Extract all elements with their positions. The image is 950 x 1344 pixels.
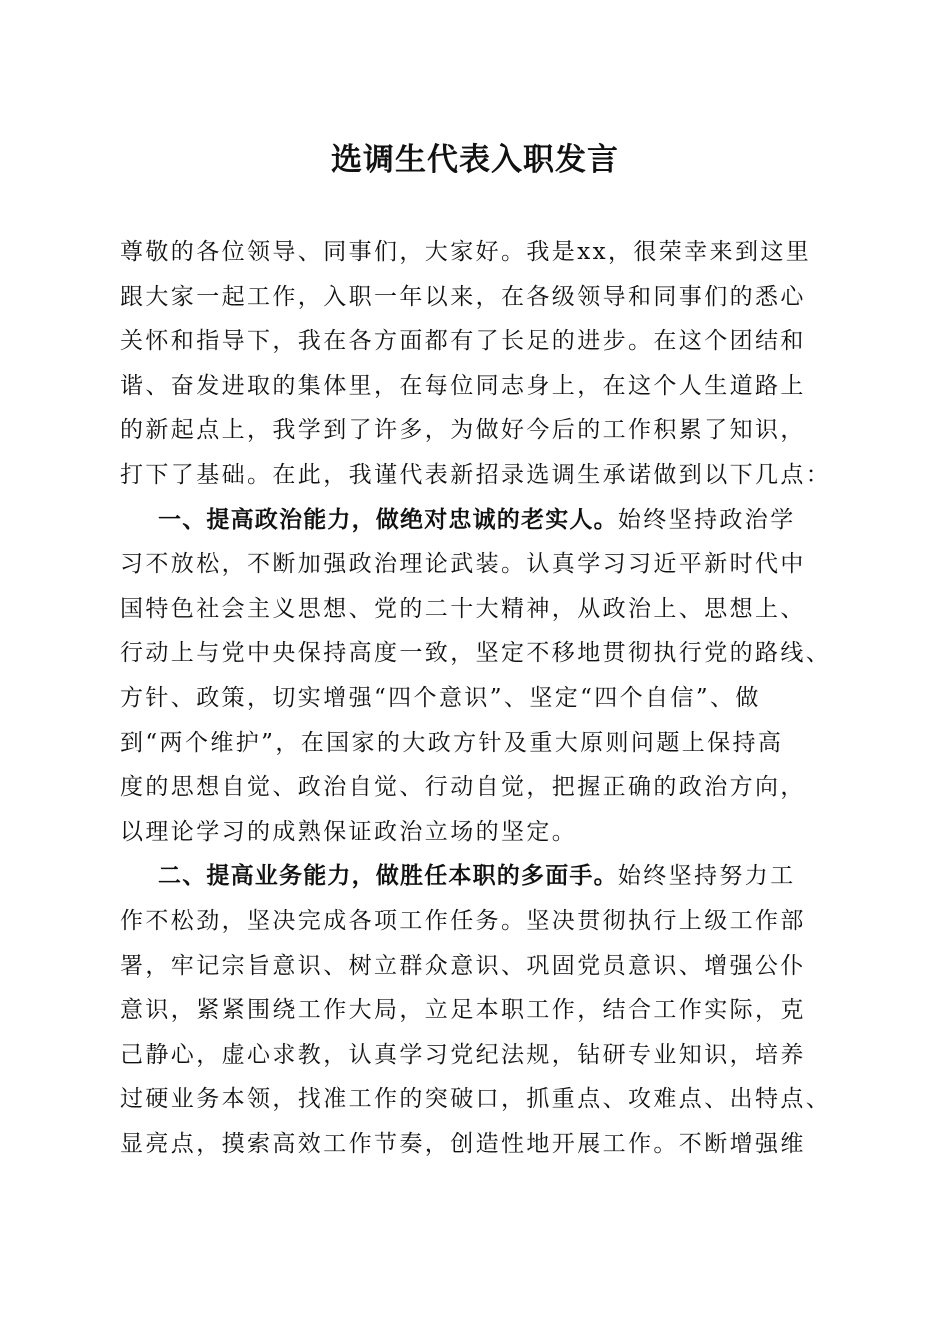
- text-line: 跟大家一起工作，入职一年以来，在各级领导和同事们的悉心: [120, 283, 806, 310]
- text-line: 国特色社会主义思想、党的二十大精神，从政治上、思想上、: [120, 595, 806, 622]
- document-body: [120, 230, 832, 1166]
- text-line-first: [120, 854, 832, 899]
- section-heading: 二、提高业务能力，做胜任本职的多面手。: [158, 863, 618, 890]
- document-title: 选调生代表入职发言: [331, 142, 619, 178]
- text-line-first: [120, 498, 832, 543]
- text-run: 始终坚持努力工: [617, 863, 796, 890]
- text-line: 谐、奋发进取的集体里，在每位同志身上，在这个人生道路上: [120, 372, 806, 399]
- paragraph-business-ability: [120, 854, 832, 1166]
- text-line: 度的思想自觉、政治自觉、行动自觉，把握正确的政治方向，: [120, 774, 806, 801]
- paragraph-greeting: [120, 230, 832, 498]
- paragraph-political-ability: [120, 498, 832, 855]
- text-line: 习不放松，不断加强政治理论武装。认真学习习近平新时代中: [120, 551, 806, 578]
- text-line: 到“两个维护”，在国家的大政方针及重大原则问题上保持高: [120, 729, 784, 756]
- text-line: 的新起点上，我学到了许多，为做好今后的工作积累了知识，: [120, 417, 806, 444]
- text-line: 署，牢记宗旨意识、树立群众意识、巩固党员意识、增强公仆: [120, 952, 806, 979]
- text-line: 以理论学习的成熟保证政治立场的坚定。: [120, 818, 578, 845]
- text-line: 意识，紧紧围绕工作大局，立足本职工作，结合工作实际，克: [120, 997, 806, 1024]
- text-line: 尊敬的各位领导、同事们，大家好。我是xx，很荣幸来到这里: [120, 239, 812, 265]
- text-line: 过硬业务本领，找准工作的突破口，抓重点、攻难点、出特点、: [120, 1086, 832, 1113]
- text-line: 方针、政策，切实增强“四个意识”、坚定“四个自信”、做: [120, 684, 761, 711]
- text-line: 关怀和指导下，我在各方面都有了长足的进步。在这个团结和: [120, 328, 806, 355]
- text-line: 显亮点，摸索高效工作节奏，创造性地开展工作。不断增强维: [120, 1130, 806, 1157]
- text-line: 己静心，虚心求教，认真学习党纪法规，钻研专业知识，培养: [120, 1041, 806, 1068]
- text-line: 作不松劲，坚决完成各项工作任务。坚决贯彻执行上级工作部: [120, 907, 806, 934]
- section-heading: 一、提高政治能力，做绝对忠诚的老实人。: [158, 506, 618, 533]
- text-line: 打下了基础。在此，我谨代表新招录选调生承诺做到以下几点：: [120, 461, 832, 488]
- text-run: 始终坚持政治学: [617, 506, 796, 533]
- text-line: 行动上与党中央保持高度一致，坚定不移地贯彻执行党的路线、: [120, 640, 832, 667]
